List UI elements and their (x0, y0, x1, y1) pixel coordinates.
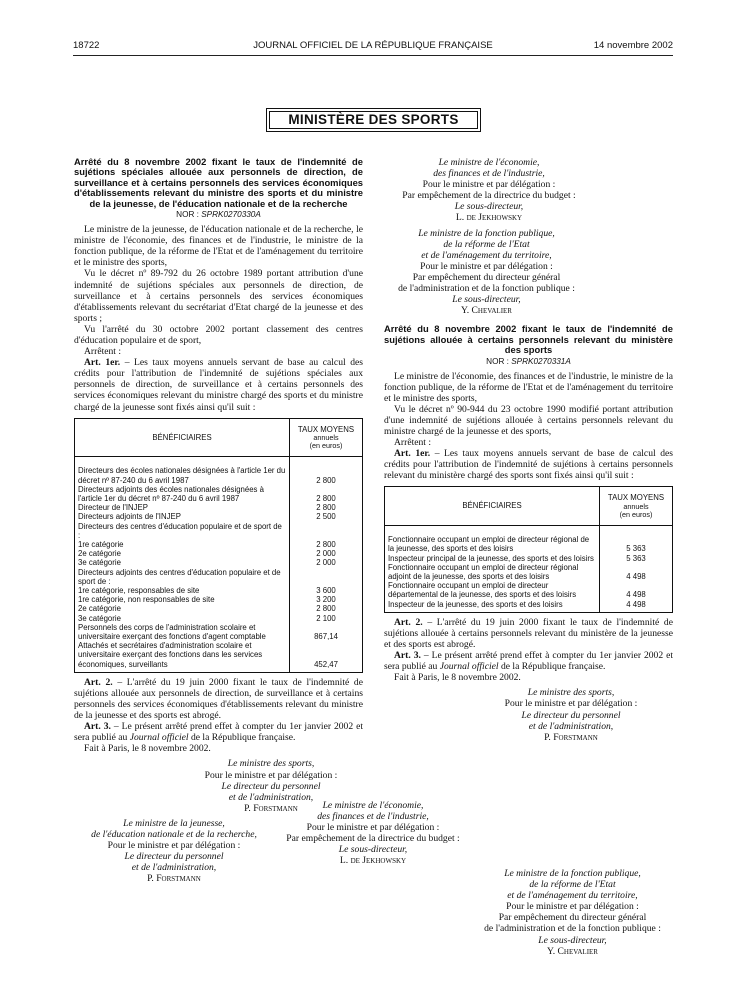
sig-line: Le ministre de la jeunesse, (123, 817, 225, 829)
arrete2-arretent: Arrêtent : (394, 437, 432, 449)
taux-cell: 2 800 (290, 466, 363, 484)
beneficiaire-cell: Fonctionnaire occupant un emploi de directeur départemental de la jeunesse, des sports et des loisirs (385, 581, 600, 599)
beneficiaire-cell (75, 456, 290, 466)
sig-line: Le ministre des sports, (227, 758, 315, 770)
taux-cell: 4 498 (600, 581, 673, 599)
arrete1-nor (74, 209, 363, 220)
taux-sub2: (en euros) (309, 440, 343, 450)
signature-block2-fonction-publique (470, 868, 675, 957)
signature-block-fonction-publique (384, 228, 589, 317)
table-row (385, 563, 673, 581)
sig-line: et de l'aménagement du territoire, (507, 890, 638, 902)
sig-line: Pour le ministre et par délégation : (204, 769, 338, 781)
beneficiaire-cell: Inspecteur de la jeunesse, des sports et des loisirs (385, 600, 600, 613)
taux-cell: 2 000 (290, 558, 363, 567)
sig-name: P. Forstmann (147, 873, 201, 885)
sig-line: de l'éducation nationale et de la recherche, (91, 829, 257, 841)
beneficiaire-cell: Directeurs adjoints des écoles nationales désignées à l'article 1er du décret nº 87-240 du 6 avril 1987 (75, 485, 290, 503)
art-text: de la République française. (188, 732, 296, 744)
beneficiaire-cell: Directeurs des centres d'éducation populaire et de sport de : (75, 522, 290, 540)
ministry-heading-text: MINISTÈRE DES SPORTS (288, 112, 459, 128)
jo-name: Journal officiel (439, 661, 499, 673)
right-column (384, 157, 673, 743)
sig-line: des finances et de l'industrie, (433, 168, 545, 180)
sig-line: Le directeur du personnel (221, 780, 321, 792)
art-label: Art. 3. (84, 721, 111, 733)
taux-sub2: (en euros) (619, 509, 653, 519)
table-row (385, 535, 673, 553)
journal-title: JOURNAL OFFICIEL DE LA RÉPUBLIQUE FRANÇAISE (253, 40, 493, 51)
art-label: Art. 2. (394, 616, 423, 628)
taux-sub1: annuels (623, 501, 649, 511)
signature-block2-economie (268, 800, 478, 867)
signature-block-economie (384, 157, 594, 224)
nor-code: SPRK0270330A (201, 210, 261, 220)
sig-line: Pour le ministre et par délégation : (107, 840, 241, 852)
sig-line: Le ministre de l'économie, (322, 800, 424, 811)
header-rule (73, 55, 673, 56)
sig-line: Par empêchement du directeur général (412, 271, 561, 283)
art-text: – L'arrêté du 19 juin 2000 fixant le taux de l'indemnité de sujétions allouée à certains personnels relevant du ministère de la jeunesse et des sports est abrogé. (384, 616, 673, 650)
sig-line: de la réforme de l'Etat (529, 879, 616, 891)
beneficiaire-cell (385, 525, 600, 535)
art-text: – Le présent arrêté prend effet à compter du 1er janvier 2002 et sera publié au (384, 650, 674, 673)
beneficiaire-cell: Directeurs des écoles nationales désignées à l'article 1er du décret nº 87-240 du 6 avril 1987 (75, 466, 290, 484)
sig-name: P. Forstmann (544, 731, 598, 743)
beneficiaire-cell: Directeur de l'INJEP (75, 503, 290, 512)
taux-sub1: annuels (313, 432, 339, 442)
taux-cell: 4 498 (600, 600, 673, 613)
left-column (74, 157, 363, 884)
page-header (73, 40, 673, 52)
sig-name: Y. Chevalier (547, 945, 598, 957)
sig-line: Le sous-directeur, (452, 294, 521, 306)
sig-line: Le directeur du personnel (521, 709, 621, 721)
taux-cell: 2 000 (290, 549, 363, 558)
beneficiaire-cell: Directeurs adjoints des centres d'éducation populaire et de sport de : (75, 568, 290, 586)
sig-line: Pour le ministre et par délégation : (422, 179, 556, 191)
sig-line: et de l'aménagement du territoire, (421, 249, 552, 261)
arrete2-nor (384, 356, 673, 367)
arrete1-visa: Le ministre de la jeunesse, de l'éducation nationale et de la recherche, le ministre de l'économie, des finances et de l'industrie, le ministre de la fonction publique, de la réforme de l'Etat et de l'aménagement du territoire et le ministre des sports, (74, 224, 363, 269)
sig-line: et de l'administration, (528, 720, 614, 732)
art-label: Art. 1er. (84, 357, 121, 369)
taux-cell: 2 800 (290, 540, 363, 549)
sig-line: Le ministre de la fonction publique, (418, 227, 555, 239)
arrete1-visa: Vu l'arrêté du 30 octobre 2002 portant classement des centres d'éducation populaire et de sport, (74, 323, 363, 346)
taux-cell (600, 525, 673, 535)
taux-cell: 2 100 (290, 614, 363, 623)
art-label: Art. 3. (394, 650, 421, 662)
sig-name: L. de Jekhowsky (339, 855, 407, 867)
taux-cell: 5 363 (600, 554, 673, 563)
jo-name: Journal officiel (129, 732, 189, 744)
sig-line: de la réforme de l'Etat (443, 238, 530, 250)
arrete2-art2 (384, 617, 673, 650)
table-row (385, 525, 673, 535)
sig-line: Par empêchement de la directrice du budget : (402, 190, 576, 202)
art-label: Art. 2. (84, 676, 113, 688)
table-header-beneficiaires: BÉNÉFICIAIRES (385, 487, 600, 525)
arrete1-arretent: Arrêtent : (84, 346, 122, 358)
table-row (75, 522, 363, 540)
page-number: 18722 (73, 40, 100, 51)
beneficiaire-cell: Attachés et secrétaires d'administration scolaire et universitaire exerçant des fonctions dans les services économiques, surveillants (75, 641, 290, 672)
table-row (75, 466, 363, 484)
arrete2-visa: Le ministre de l'économie, des finances et de l'industrie, le ministre de la fonction publique, de la réforme de l'Etat et de l'aménagement du territoire et le ministre des sports, (384, 370, 673, 404)
taux-cell (290, 568, 363, 586)
sig-line: des finances et de l'industrie, (317, 811, 429, 823)
arrete1-table (74, 418, 363, 673)
arrete1-art1 (74, 357, 363, 412)
sig-name: L. de Jekhowsky (455, 212, 523, 224)
sig-line: Pour le ministre et par délégation : (506, 901, 639, 913)
taux-cell: 3 600 (290, 586, 363, 595)
table-row (75, 586, 363, 595)
beneficiaire-cell: Inspecteur principal de la jeunesse, des sports et des loisirs (385, 554, 600, 563)
sig-line: de l'administration et de la fonction publique : (398, 283, 575, 295)
table-row (75, 595, 363, 604)
arrete2-art1 (384, 448, 673, 481)
arrete1-fait: Fait à Paris, le 8 novembre 2002. (84, 743, 211, 755)
beneficiaire-cell: Directeurs adjoints de l'INJEP (75, 512, 290, 521)
taux-cell: 2 800 (290, 604, 363, 613)
beneficiaire-cell: 3e catégorie (75, 558, 290, 567)
table-row (75, 456, 363, 466)
taux-cell: 2 800 (290, 485, 363, 503)
table-row (75, 623, 363, 641)
table-header-beneficiaires: BÉNÉFICIAIRES (75, 418, 290, 456)
taux-cell: 867,14 (290, 623, 363, 641)
table-row (385, 600, 673, 613)
arrete2-table (384, 486, 673, 612)
arrete1-art3 (74, 721, 363, 743)
beneficiaire-cell: Fonctionnaire occupant un emploi de directeur régional de la jeunesse, des sports et des loisirs (385, 535, 600, 553)
nor-label: NOR : (176, 210, 202, 220)
taux-cell: 2 800 (290, 503, 363, 512)
sig-line: Le ministre de l'économie, (438, 157, 540, 168)
arrete2-art3 (384, 650, 673, 672)
beneficiaire-cell: Fonctionnaire occupant un emploi de directeur régional adjoint de la jeunesse, des sports et des loisirs (385, 563, 600, 581)
taux-cell: 4 498 (600, 563, 673, 581)
sig-line: de l'administration et de la fonction publique : (484, 923, 661, 935)
taux-cell (290, 456, 363, 466)
taux-cell: 3 200 (290, 595, 363, 604)
sig-line: et de l'administration, (228, 791, 314, 803)
arrete1-title: Arrêté du 8 novembre 2002 fixant le taux de l'indemnité de sujétions spéciales allouée aux personnels de direction, de surveillance et à certains personnels des services économiques d'établissements relevant du ministre des sports et du ministre de la jeunesse, de l'éducation nationale et de la recherche (74, 156, 363, 209)
arrete1-visa: Vu le décret nº 89-792 du 26 octobre 1989 portant attribution d'une indemnité de sujétions spéciales aux personnels de direction, de surveillance et à certains personnels des services économiques d'établissements relevant du secrétariat d'Etat chargé de la jeunesse et des sports ; (74, 268, 363, 324)
ministry-heading (266, 108, 481, 132)
art-text: – L'arrêté du 19 juin 2000 fixant le taux de l'indemnité de sujétions allouée aux personnels de direction, de surveillance et à certains personnels des services économiques d'établissements relevant du ministre de la jeunesse et des sports est abrogé. (74, 676, 363, 722)
art-label: Art. 1er. (394, 448, 431, 460)
table-row (75, 503, 363, 512)
arrete1-art2 (74, 677, 363, 721)
sig-line: Pour le ministre et par délégation : (420, 260, 553, 272)
table-header-taux (290, 418, 363, 456)
taux-label: TAUX MOYENS (297, 424, 355, 434)
sig-line: Le directeur du personnel (124, 851, 224, 863)
sig-name: Y. Chevalier (461, 305, 512, 317)
beneficiaire-cell: Personnels des corps de l'administration scolaire et universitaire exerçant des fonctions d'agent comptable (75, 623, 290, 641)
table-row (75, 604, 363, 613)
table-row (75, 540, 363, 549)
taux-cell: 2 500 (290, 512, 363, 521)
nor-label: NOR : (486, 356, 512, 366)
table-row (75, 558, 363, 567)
arrete2-fait: Fait à Paris, le 8 novembre 2002. (394, 672, 521, 684)
taux-cell: 5 363 (600, 535, 673, 553)
nor-code: SPRK0270331A (511, 356, 571, 366)
arrete2-visa: Vu le décret nº 90-944 du 23 octobre 1990 modifié portant attribution d'une indemnité de sujétions allouée à certains personnels relevant du ministre chargé de la jeunesse et des sports, (384, 403, 673, 437)
sig-line: Pour le ministre et par délégation : (306, 822, 440, 834)
sig-line: Par empêchement du directeur général (498, 912, 647, 924)
table-row (385, 581, 673, 599)
table-header-taux (600, 487, 673, 525)
taux-cell (290, 522, 363, 540)
beneficiaire-cell: 1re catégorie, responsables de site (75, 586, 290, 595)
sig-line: Le sous-directeur, (338, 844, 408, 856)
issue-date: 14 novembre 2002 (593, 40, 673, 51)
table-row (75, 485, 363, 503)
sig-name: P. Forstmann (244, 802, 298, 814)
signature-block2-sports (384, 687, 673, 742)
sig-line: Le ministre de la fonction publique, (504, 868, 641, 879)
beneficiaire-cell: 3e catégorie (75, 614, 290, 623)
table-row (75, 568, 363, 586)
beneficiaire-cell: 2e catégorie (75, 604, 290, 613)
sig-line: Le sous-directeur, (538, 934, 607, 946)
arrete2-title: Arrêté du 8 novembre 2002 fixant le taux de l'indemnité de sujétions allouée à certains personnels relevant du ministère des sports (384, 323, 673, 356)
sig-line: Pour le ministre et par délégation : (504, 698, 638, 710)
signature-block-jeunesse (74, 818, 274, 885)
taux-label: TAUX MOYENS (607, 493, 665, 503)
table-row (75, 512, 363, 521)
beneficiaire-cell: 2e catégorie (75, 549, 290, 558)
table-row (75, 549, 363, 558)
art-text: – Le présent arrêté prend effet à compter du 1er janvier 2002 et sera publié au (74, 721, 364, 744)
table-row (385, 554, 673, 563)
beneficiaire-cell: 1re catégorie, non responsables de site (75, 595, 290, 604)
sig-line: Le sous-directeur, (454, 201, 524, 213)
art-text: – Les taux moyens annuels servant de base de calcul des crédits pour l'attribution de l'indemnité de sujétions à certains personnels relevant du ministère chargé des sports sont fixés ainsi qu'il suit : (384, 448, 673, 482)
art-text: – Les taux moyens annuels servant de base au calcul des crédits pour l'attribution de l'indemnité de sujétions spéciales aux personnels de direction, de surveillance et à certains personnels des services économiques relevant du ministre chargé des sports et du ministre chargé de la jeunesse sont fixés ainsi qu'il suit : (74, 357, 363, 413)
sig-line: Par empêchement de la directrice du budget : (286, 833, 460, 845)
beneficiaire-cell: 1re catégorie (75, 540, 290, 549)
sig-line: Le ministre des sports, (527, 687, 615, 699)
table-row (75, 614, 363, 623)
taux-cell: 452,47 (290, 641, 363, 672)
table-row (75, 641, 363, 672)
art-text: de la République française. (498, 661, 606, 673)
sig-line: et de l'administration, (131, 862, 217, 874)
